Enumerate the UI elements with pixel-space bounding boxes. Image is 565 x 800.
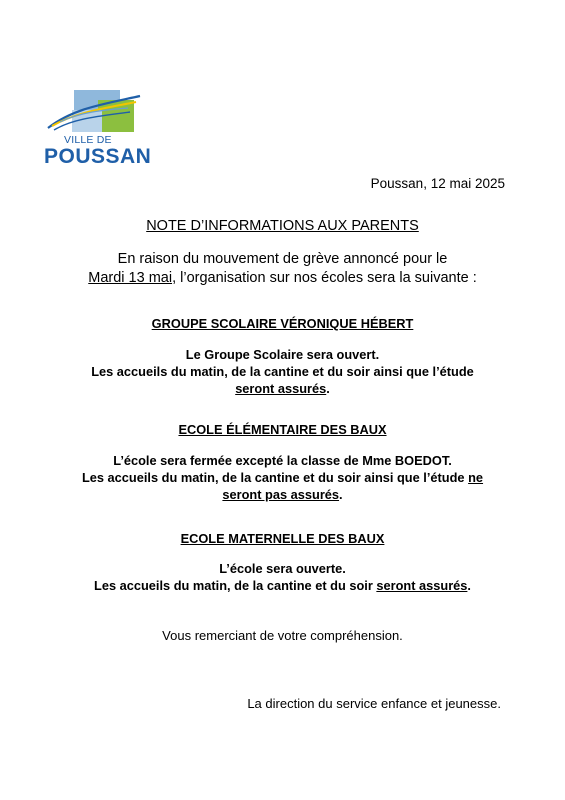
status-underlined: seront assurés xyxy=(235,381,327,396)
section-body-maternelle-baux xyxy=(0,560,565,594)
section-title-text: GROUPE SCOLAIRE VÉRONIQUE HÉBERT xyxy=(151,316,414,331)
section-title-elementaire-baux xyxy=(0,422,565,437)
ville-de-poussan-logo xyxy=(44,86,159,166)
intro-line-2-rest: , l’organisation sur nos écoles sera la suivante : xyxy=(172,270,477,286)
intro-line-2 xyxy=(0,269,565,288)
section-title-maternelle-baux xyxy=(0,531,565,546)
document-title-text: NOTE D’INFORMATIONS AUX PARENTS xyxy=(146,218,419,234)
signature: La direction du service enfance et jeunesse. xyxy=(247,696,501,711)
section-title-groupe-scolaire xyxy=(0,316,565,331)
section-line: L’école sera fermée excepté la classe de Mme BOEDOT. xyxy=(113,453,452,468)
logo-text-ville-de: VILLE DE xyxy=(64,134,112,146)
section-line-end: . xyxy=(339,487,343,502)
section-title-text: ECOLE ÉLÉMENTAIRE DES BAUX xyxy=(178,422,387,437)
section-line xyxy=(0,486,565,503)
section-line: Les accueils du matin, de la cantine et du soir ainsi que l’étude xyxy=(91,364,474,379)
document-title xyxy=(0,218,565,234)
status-underlined: seront pas assurés xyxy=(222,487,340,502)
closing-thanks: Vous remerciant de votre compréhension. xyxy=(162,628,403,643)
section-line: Le Groupe Scolaire sera ouvert. xyxy=(185,347,380,362)
section-body-elementaire-baux xyxy=(0,452,565,503)
section-line xyxy=(0,577,565,594)
status-underlined: ne xyxy=(468,470,484,485)
intro-line-1: En raison du mouvement de grève annoncé pour le xyxy=(117,251,448,267)
logo-text-poussan: POUSSAN xyxy=(44,145,152,168)
section-line xyxy=(0,380,565,397)
section-line: L’école sera ouverte. xyxy=(219,561,346,576)
section-line-start: Les accueils du matin, de la cantine et du soir ainsi que l’étude xyxy=(81,470,469,485)
section-body-groupe-scolaire xyxy=(0,346,565,397)
status-underlined: seront assurés xyxy=(376,578,468,593)
section-line xyxy=(0,469,565,486)
section-line-end: . xyxy=(326,381,330,396)
document-date: Poussan, 12 mai 2025 xyxy=(370,176,505,191)
intro-strike-date: Mardi 13 mai xyxy=(88,270,173,286)
intro-paragraph xyxy=(0,250,565,288)
section-line-start: Les accueils du matin, de la cantine et du soir xyxy=(94,578,377,593)
section-title-text: ECOLE MATERNELLE DES BAUX xyxy=(180,531,385,546)
section-line-end: . xyxy=(467,578,471,593)
